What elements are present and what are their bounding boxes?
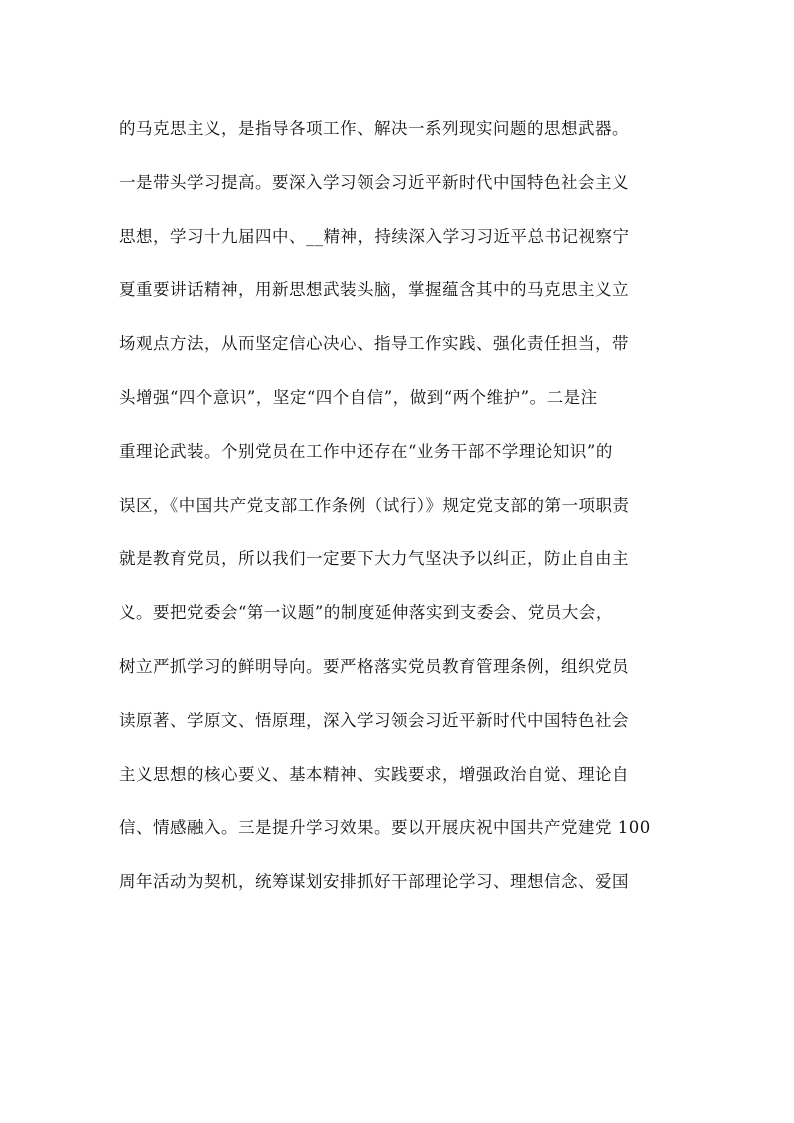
text-line: 读原著、学原文、悟原理，深入学习领会习近平新时代中国特色社会 — [119, 710, 629, 730]
text-line: 树立严抓学习的鲜明导向。要严格落实党员教育管理条例，组织党员 — [119, 656, 629, 676]
text-line: 的马克思主义，是指导各项工作、解决一系列现实问题的思想武器。 — [119, 119, 629, 138]
text-line: 就是教育党员，所以我们一定要下大力气坚决予以纠正，防止自由主 — [119, 549, 629, 569]
body-text — [119, 111, 689, 918]
text-line: 误区，《中国共产党支部工作条例（试行）》规定党支部的第一项职责 — [119, 495, 630, 515]
text-line: 思想，学习十九届四中、__精神，持续深入学习习近平总书记视察宁 — [119, 226, 630, 246]
text-line: 场观点方法，从而坚定信心决心、指导工作实践、强化责任担当，带 — [119, 334, 629, 354]
text-line: 一是带头学习提高。要深入学习领会习近平新时代中国特色社会主义 — [119, 172, 629, 192]
text-line: 义。要把党委会“第一议题”的制度延伸落实到支委会、党员大会， — [119, 603, 613, 623]
text-line: 信、情感融入。三是提升学习效果。要以开展庆祝中国共产党建党 100 — [119, 818, 651, 838]
text-line: 夏重要讲话精神，用新思想武装头脑，掌握蕴含其中的马克思主义立 — [119, 280, 629, 300]
text-line: 主义思想的核心要义、基本精神、实践要求，增强政治自觉、理论自 — [119, 764, 629, 784]
text-line: 周年活动为契机，统筹谋划安排抓好干部理论学习、理想信念、爱国 — [119, 872, 629, 892]
text-line: 重理论武装。个别党员在工作中还存在“业务干部不学理论知识”的 — [119, 441, 613, 461]
text-line: 头增强“四个意识”，坚定“四个自信”，做到“两个维护”。二是注 — [119, 387, 598, 407]
